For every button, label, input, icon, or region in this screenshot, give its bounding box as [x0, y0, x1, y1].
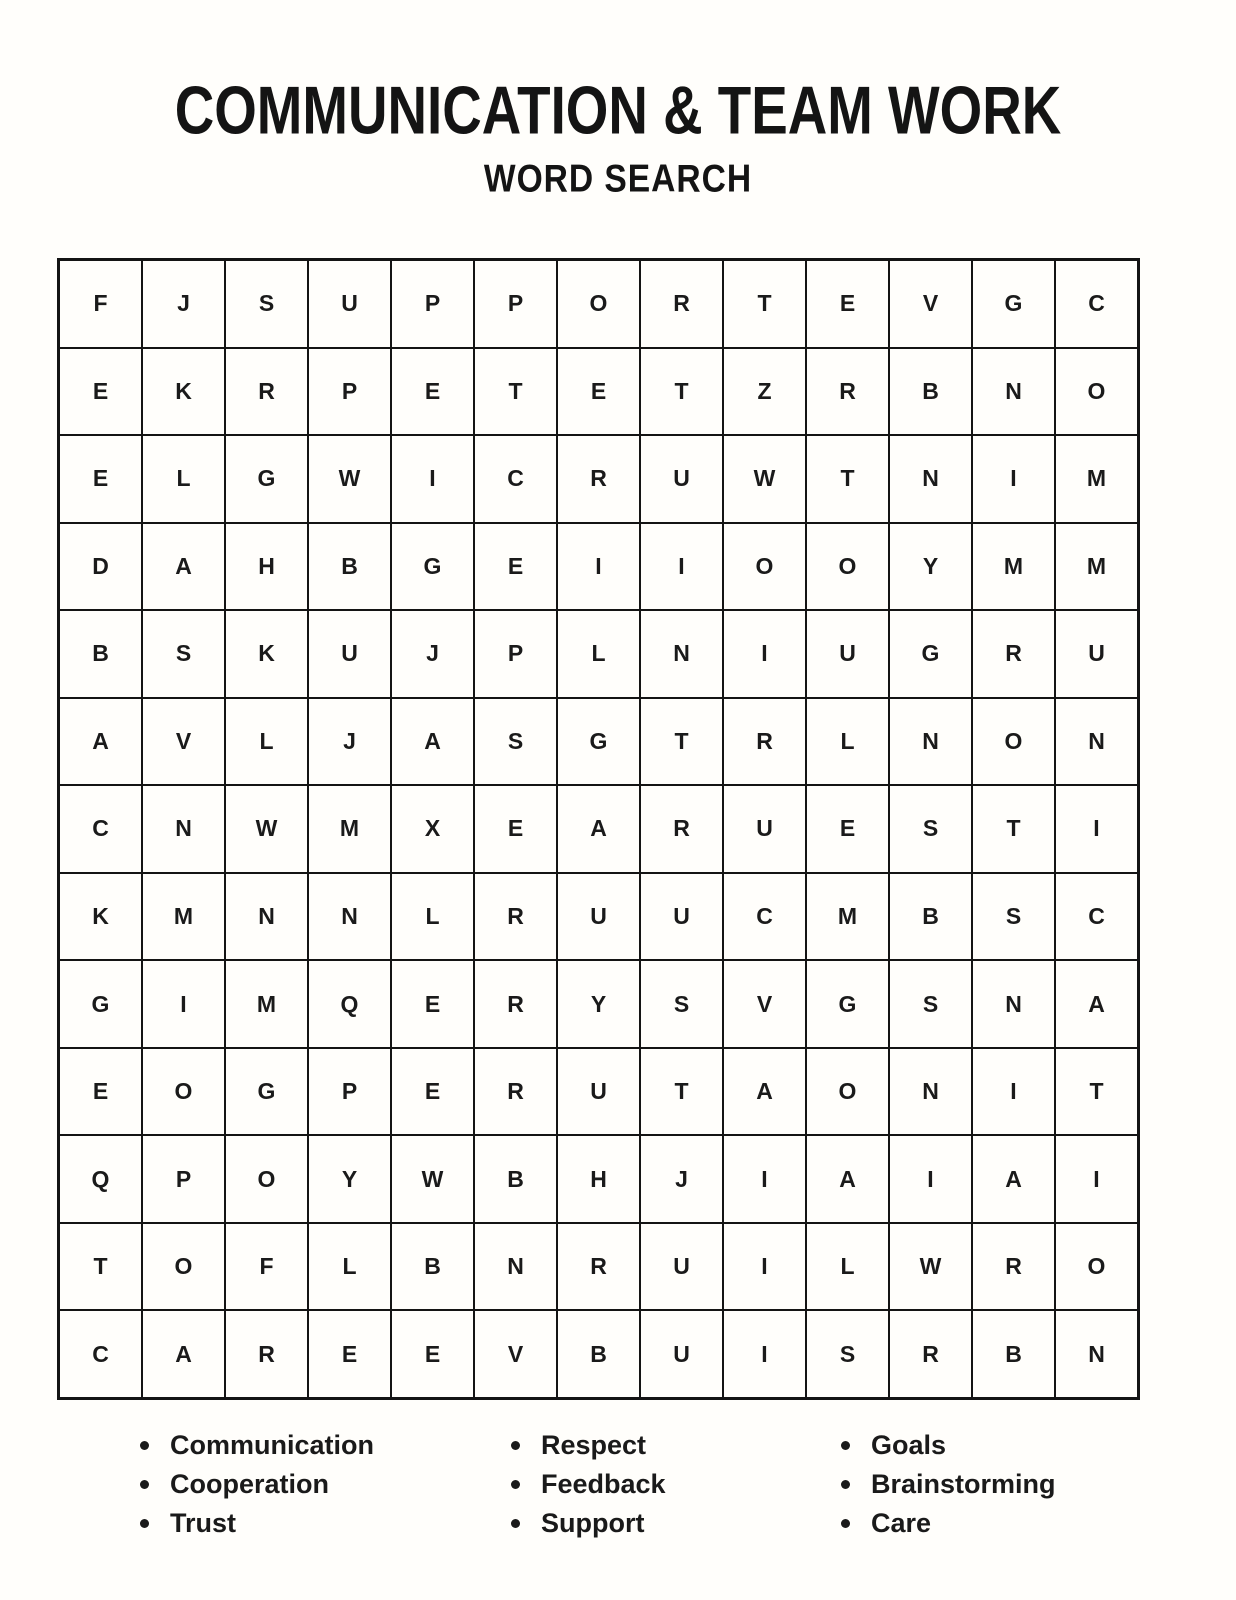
grid-cell[interactable]: H	[558, 1136, 639, 1222]
grid-cell[interactable]: P	[309, 1049, 390, 1135]
grid-cell[interactable]: N	[973, 961, 1054, 1047]
grid-cell[interactable]: I	[973, 1049, 1054, 1135]
grid-cell[interactable]: O	[807, 1049, 888, 1135]
grid-cell[interactable]: R	[641, 786, 722, 872]
grid-cell[interactable]: N	[890, 436, 971, 522]
grid-cell[interactable]: U	[1056, 611, 1137, 697]
grid-cell[interactable]: E	[807, 786, 888, 872]
grid-cell[interactable]: T	[1056, 1049, 1137, 1135]
word-list-item	[511, 1465, 666, 1504]
grid-cell[interactable]: W	[890, 1224, 971, 1310]
word-list-column	[140, 1426, 374, 1543]
word-list-item	[841, 1465, 1056, 1504]
grid-cell[interactable]: S	[890, 786, 971, 872]
word-label: Care	[871, 1508, 932, 1538]
grid-cell[interactable]: N	[475, 1224, 556, 1310]
grid-cell[interactable]: B	[475, 1136, 556, 1222]
grid-cell[interactable]: U	[558, 874, 639, 960]
grid-cell[interactable]: M	[807, 874, 888, 960]
bullet-icon	[140, 1519, 149, 1528]
grid-cell[interactable]: J	[392, 611, 473, 697]
grid-cell[interactable]: E	[392, 1311, 473, 1397]
grid-cell[interactable]: N	[641, 611, 722, 697]
word-label: Brainstorming	[871, 1469, 1056, 1499]
grid-cell[interactable]: A	[807, 1136, 888, 1222]
grid-cell[interactable]: O	[807, 524, 888, 610]
grid-cell[interactable]: S	[641, 961, 722, 1047]
grid-cell[interactable]: R	[475, 961, 556, 1047]
grid-cell[interactable]: L	[226, 699, 307, 785]
word-list-item	[841, 1426, 1056, 1465]
grid-cell[interactable]: R	[558, 1224, 639, 1310]
grid-cell[interactable]: C	[724, 874, 805, 960]
grid-cell[interactable]: O	[226, 1136, 307, 1222]
grid-cell[interactable]: U	[641, 1311, 722, 1397]
grid-cell[interactable]: A	[558, 786, 639, 872]
grid-cell[interactable]: R	[890, 1311, 971, 1397]
grid-cell[interactable]: S	[890, 961, 971, 1047]
grid-cell[interactable]: H	[226, 524, 307, 610]
grid-cell[interactable]: I	[641, 524, 722, 610]
grid-cell[interactable]: M	[143, 874, 224, 960]
word-list-item	[841, 1504, 1056, 1543]
grid-cell[interactable]: C	[60, 1311, 141, 1397]
word-label: Support	[541, 1508, 645, 1538]
grid-cell[interactable]: U	[807, 611, 888, 697]
grid-cell[interactable]: C	[60, 786, 141, 872]
grid-cell[interactable]: U	[309, 611, 390, 697]
grid-cell[interactable]: I	[1056, 1136, 1137, 1222]
grid-cell[interactable]: N	[890, 699, 971, 785]
grid-cell[interactable]: B	[973, 1311, 1054, 1397]
grid-cell[interactable]: V	[724, 961, 805, 1047]
grid-cell[interactable]: R	[475, 1049, 556, 1135]
grid-cell[interactable]: V	[475, 1311, 556, 1397]
grid-cell[interactable]: N	[1056, 699, 1137, 785]
grid-cell[interactable]: I	[392, 436, 473, 522]
header	[0, 73, 1236, 201]
grid-cell[interactable]: A	[60, 699, 141, 785]
grid-cell[interactable]: A	[143, 1311, 224, 1397]
grid-cell[interactable]: L	[143, 436, 224, 522]
grid-cell[interactable]: A	[392, 699, 473, 785]
grid-cell[interactable]: T	[724, 261, 805, 347]
grid-cell[interactable]: B	[309, 524, 390, 610]
grid-cell[interactable]: R	[475, 874, 556, 960]
grid-cell[interactable]: T	[973, 786, 1054, 872]
grid-cell[interactable]: L	[807, 699, 888, 785]
grid-cell[interactable]: S	[973, 874, 1054, 960]
page-title: COMMUNICATION & TEAM WORK	[174, 73, 1062, 149]
grid-cell[interactable]: I	[724, 1224, 805, 1310]
grid-cell[interactable]: O	[143, 1049, 224, 1135]
grid-cell[interactable]: I	[143, 961, 224, 1047]
grid-cell[interactable]: U	[309, 261, 390, 347]
word-label: Communication	[170, 1430, 375, 1460]
grid-cell[interactable]: T	[60, 1224, 141, 1310]
grid-cell[interactable]: L	[807, 1224, 888, 1310]
grid-cell[interactable]: A	[973, 1136, 1054, 1222]
grid-cell[interactable]: P	[475, 261, 556, 347]
grid-cell[interactable]: M	[226, 961, 307, 1047]
bullet-icon	[841, 1480, 850, 1489]
bullet-icon	[511, 1519, 520, 1528]
grid-cell[interactable]: Q	[309, 961, 390, 1047]
grid-cell[interactable]: J	[309, 699, 390, 785]
grid-cell[interactable]: G	[973, 261, 1054, 347]
grid-cell[interactable]: P	[143, 1136, 224, 1222]
grid-cell[interactable]: B	[558, 1311, 639, 1397]
grid-cell[interactable]: G	[890, 611, 971, 697]
grid-cell[interactable]: E	[392, 1049, 473, 1135]
grid-cell[interactable]: O	[724, 524, 805, 610]
grid-cell[interactable]: O	[973, 699, 1054, 785]
grid-cell[interactable]: X	[392, 786, 473, 872]
grid-cell[interactable]: N	[890, 1049, 971, 1135]
grid-cell[interactable]: N	[309, 874, 390, 960]
grid-cell[interactable]: N	[973, 349, 1054, 435]
grid-cell[interactable]: N	[226, 874, 307, 960]
grid-cell[interactable]: T	[641, 699, 722, 785]
grid-cell[interactable]: E	[558, 349, 639, 435]
grid-cell[interactable]: U	[641, 874, 722, 960]
grid-cell[interactable]: L	[392, 874, 473, 960]
grid-cell[interactable]: S	[475, 699, 556, 785]
grid-cell[interactable]: O	[1056, 1224, 1137, 1310]
grid-cell[interactable]: R	[558, 436, 639, 522]
grid-cell[interactable]: Y	[309, 1136, 390, 1222]
grid-cell[interactable]: K	[143, 349, 224, 435]
grid-cell[interactable]: I	[1056, 786, 1137, 872]
word-list-column	[511, 1426, 666, 1543]
grid-cell[interactable]: R	[724, 699, 805, 785]
grid-cell[interactable]: C	[1056, 261, 1137, 347]
grid-cell[interactable]: E	[309, 1311, 390, 1397]
grid-cell[interactable]: O	[143, 1224, 224, 1310]
grid-cell[interactable]: K	[226, 611, 307, 697]
grid-cell[interactable]: L	[309, 1224, 390, 1310]
grid-cell[interactable]: S	[143, 611, 224, 697]
grid-cell[interactable]: T	[641, 349, 722, 435]
grid-cell[interactable]: N	[1056, 1311, 1137, 1397]
grid-cell[interactable]: N	[143, 786, 224, 872]
grid-cell[interactable]: W	[392, 1136, 473, 1222]
word-label: Feedback	[541, 1469, 666, 1499]
grid-cell[interactable]: W	[724, 436, 805, 522]
grid-cell[interactable]: P	[309, 349, 390, 435]
grid-cell[interactable]: B	[60, 611, 141, 697]
grid-cell[interactable]: I	[973, 436, 1054, 522]
grid-cell[interactable]: E	[475, 786, 556, 872]
grid-cell[interactable]: O	[558, 261, 639, 347]
bullet-icon	[841, 1441, 850, 1450]
grid-cell[interactable]: C	[1056, 874, 1137, 960]
grid-cell[interactable]: B	[392, 1224, 473, 1310]
grid-cell[interactable]: J	[143, 261, 224, 347]
grid-cell[interactable]: K	[60, 874, 141, 960]
grid-cell[interactable]: R	[641, 261, 722, 347]
word-list-item	[511, 1426, 666, 1465]
grid-cell[interactable]: F	[226, 1224, 307, 1310]
grid-cell[interactable]: G	[807, 961, 888, 1047]
grid-cell[interactable]: Q	[60, 1136, 141, 1222]
grid-cell[interactable]: R	[973, 611, 1054, 697]
grid-cell[interactable]: B	[890, 874, 971, 960]
grid-cell[interactable]: J	[641, 1136, 722, 1222]
bullet-icon	[841, 1519, 850, 1528]
grid-cell[interactable]: P	[475, 611, 556, 697]
grid-cell[interactable]: W	[226, 786, 307, 872]
grid-cell[interactable]: E	[392, 961, 473, 1047]
grid-cell[interactable]: M	[1056, 436, 1137, 522]
bullet-icon	[511, 1441, 520, 1450]
grid-cell[interactable]: U	[724, 786, 805, 872]
grid-cell[interactable]: Y	[890, 524, 971, 610]
grid-cell[interactable]: I	[558, 524, 639, 610]
grid-cell[interactable]: F	[60, 261, 141, 347]
grid-cell[interactable]: D	[60, 524, 141, 610]
word-list-item	[511, 1504, 666, 1543]
grid-cell[interactable]: A	[724, 1049, 805, 1135]
word-label: Cooperation	[170, 1469, 329, 1499]
grid-cell[interactable]: Y	[558, 961, 639, 1047]
grid-cell[interactable]: L	[558, 611, 639, 697]
grid-cell[interactable]: G	[392, 524, 473, 610]
word-list-item	[140, 1426, 374, 1465]
grid-cell[interactable]: M	[309, 786, 390, 872]
page-subtitle: WORD SEARCH	[483, 157, 753, 201]
bullet-icon	[140, 1480, 149, 1489]
grid-cell[interactable]: M	[1056, 524, 1137, 610]
grid-cell[interactable]: T	[475, 349, 556, 435]
bullet-icon	[140, 1441, 149, 1450]
grid-cell[interactable]: Z	[724, 349, 805, 435]
grid-cell[interactable]: V	[143, 699, 224, 785]
word-search-grid	[57, 258, 1140, 1400]
grid-cell[interactable]: R	[807, 349, 888, 435]
word-list-item	[140, 1504, 374, 1543]
grid-cell[interactable]: E	[60, 1049, 141, 1135]
grid-cell[interactable]: O	[1056, 349, 1137, 435]
grid-cell[interactable]: P	[392, 261, 473, 347]
grid-cell[interactable]: E	[60, 436, 141, 522]
grid-cell[interactable]: I	[890, 1136, 971, 1222]
grid-cell[interactable]: I	[724, 1311, 805, 1397]
grid-cell[interactable]: S	[226, 261, 307, 347]
grid-cell[interactable]: W	[309, 436, 390, 522]
grid-cell[interactable]: C	[475, 436, 556, 522]
grid-cell[interactable]: U	[641, 436, 722, 522]
grid-cell[interactable]: R	[973, 1224, 1054, 1310]
grid-cell[interactable]: A	[143, 524, 224, 610]
grid-cell[interactable]: S	[807, 1311, 888, 1397]
grid-cell[interactable]: I	[724, 611, 805, 697]
bullet-icon	[511, 1480, 520, 1489]
grid-cell[interactable]: T	[641, 1049, 722, 1135]
grid-cell[interactable]: V	[890, 261, 971, 347]
grid-cell[interactable]: G	[60, 961, 141, 1047]
word-label: Respect	[541, 1430, 647, 1460]
grid-cell[interactable]: T	[807, 436, 888, 522]
grid-cell[interactable]: E	[807, 261, 888, 347]
grid-cell[interactable]: G	[558, 699, 639, 785]
grid-cell[interactable]: R	[226, 1311, 307, 1397]
grid-cell[interactable]: A	[1056, 961, 1137, 1047]
grid-cell[interactable]: U	[558, 1049, 639, 1135]
word-list-item	[140, 1465, 374, 1504]
word-list-column	[841, 1426, 1056, 1543]
grid-cell[interactable]: E	[60, 349, 141, 435]
grid-cell[interactable]: I	[724, 1136, 805, 1222]
word-label: Goals	[871, 1430, 947, 1460]
grid-cell[interactable]: B	[890, 349, 971, 435]
grid-cell[interactable]: E	[392, 349, 473, 435]
grid-cell[interactable]: G	[226, 436, 307, 522]
grid-cell[interactable]: R	[226, 349, 307, 435]
grid-cell[interactable]: U	[641, 1224, 722, 1310]
grid-cell[interactable]: G	[226, 1049, 307, 1135]
grid-cell[interactable]: M	[973, 524, 1054, 610]
word-label: Trust	[170, 1508, 237, 1538]
grid-cell[interactable]: E	[475, 524, 556, 610]
